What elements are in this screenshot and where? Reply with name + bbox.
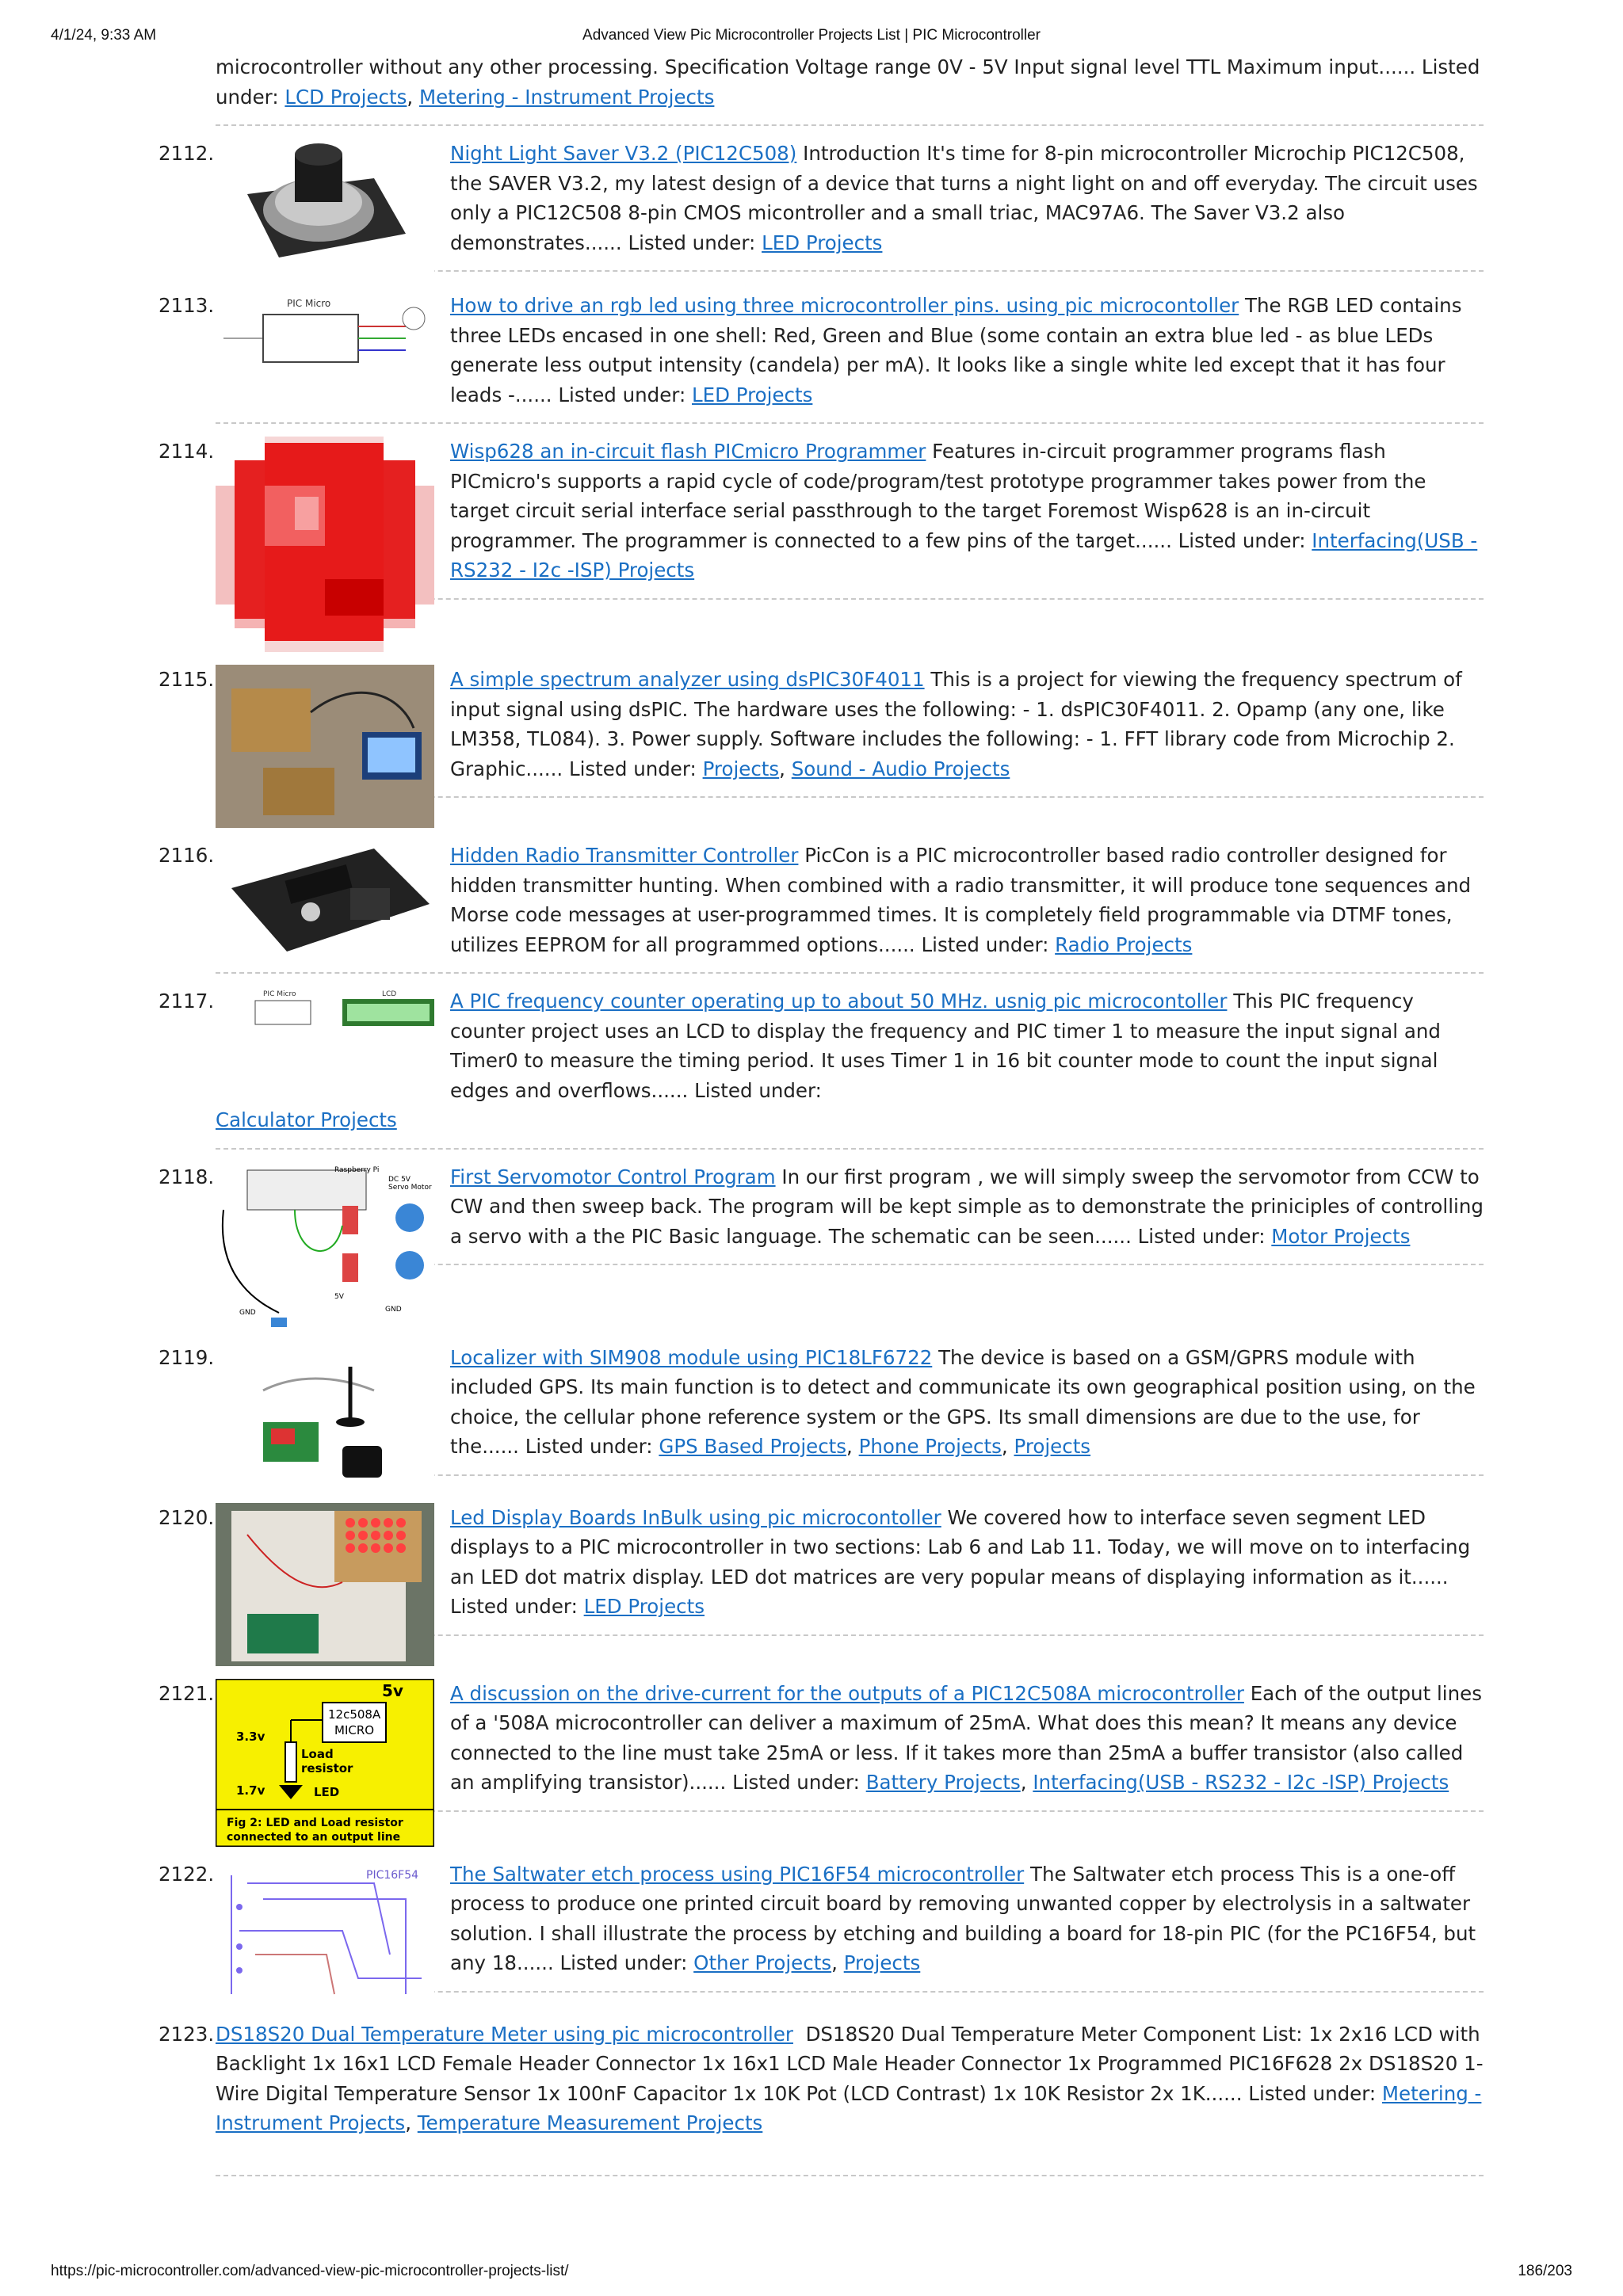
item-body: A simple spectrum analyzer using dsPIC30F4011 This is a project for viewing the frequency spectrum of input signal using dsPIC. The hardware uses the following: - 1. dsPIC30F4011. 2. Opamp (any one, like LM358, TL084). 3. Power supply. Software includes the following: - 1. FFT library code from Microchip 2. Graphic...... Listed under: Projects, Sound - Audio Projects [450, 668, 1462, 780]
listed-under-label: Listed under: [694, 1078, 822, 1102]
item-number: 2122. [158, 1862, 215, 1886]
project-title-link[interactable]: Hidden Radio Transmitter Controller [450, 844, 799, 867]
project-description: This PIC frequency counter project uses an LCD to display the frequency and PIC timer 1 to measure the input signal and Timer0 to measure the timing period. It uses Timer 1 in 16 bit counter mode to count the input signal edges and overflows...... [450, 990, 1441, 1102]
project-description: Features in-circuit programmer programs flash PICmicro's supports a rapid cycle of code/program/test prototype programmer takes power from the target circuit serial interface serial passthrough to the target Foremost Wisp628 is an in-circuit programmer. The programmer is connected to a few pins of the target...... [450, 440, 1426, 552]
image-text: Servo Motor [388, 1183, 432, 1192]
gps-module-photo [216, 1343, 434, 1490]
project-description: Each of the output lines of a '508A microcontroller can deliver a maximum of 25mA. What does this mean? It means any device connected to the line must take 25mA or less. If it takes more than 25mA a buffer transistor (also called an amplifying transistor)...... [450, 1681, 1482, 1794]
category-link[interactable]: Projects [843, 1951, 921, 1974]
project-thumbnail[interactable] [216, 986, 434, 1031]
project-item [158, 665, 1484, 828]
listed-under-label: Listed under: [1137, 1224, 1266, 1248]
listed-under-label: Listed under: [558, 383, 686, 406]
print-datetime: 4/1/24, 9:33 AM [51, 27, 157, 44]
project-description: Introduction It's time for 8-pin microcontroller Microchip PIC12C508, the SAVER V3.2, my latest design of a device that turns a night light on and off everyday. The circuit uses only a PIC12C508 8-pin CMOS micontroller and a small triac, MAC97A6. The Saver V3.2 also demonstrates...... [450, 142, 1478, 254]
item-number: 2114. [158, 440, 215, 463]
category-link[interactable]: LED Projects [692, 383, 813, 406]
category-link[interactable]: Projects [1014, 1435, 1091, 1458]
image-text: GND [239, 1308, 256, 1317]
listed-under-label: Listed under: [559, 1951, 688, 1974]
project-item [158, 1679, 1484, 1847]
image-text: 1.7v [236, 1783, 265, 1798]
project-thumbnail[interactable] [216, 841, 434, 959]
image-text: PIC Micro [287, 298, 331, 309]
category-link[interactable]: Projects [702, 757, 780, 780]
project-description: PicCon is a PIC microcontroller based radio controller designed for hidden transmitter hunting. When combined with a radio transmitter, it will produce tone sequences and Morse code messages at user-programmed times. It is completely field programmable via DTMF tones, utilizes EEPROM for all programmed options...... [450, 844, 1472, 956]
intro-continuation: microcontroller without any other processing. Specification Voltage range 0V - 5V Input signal level TTL Maximum input...... Listed under: LCD Projects, Metering - Instrument Projects [216, 55, 1480, 109]
project-thumbnail[interactable] [216, 1162, 434, 1330]
item-body [450, 1162, 1484, 1252]
image-text: Fig 2: LED and Load resistor [227, 1816, 403, 1829]
listed-under-label: Listed under: [921, 933, 1049, 956]
image-text: resistor [301, 1760, 353, 1775]
project-title-link[interactable]: The Saltwater etch process using PIC16F54 microcontroller [450, 1862, 1025, 1886]
project-description: We covered how to interface seven segment LED displays to a PIC microcontroller in two sections: Lab 6 and Lab 11. Today, we will move on to interfacing an LED dot matrix display. LED dot matrices are very popular means of displaying information as it...... [450, 1505, 1471, 1589]
image-text: PIC Micro [263, 990, 296, 998]
item-number: 2117. [158, 990, 215, 1013]
project-thumbnail[interactable] [216, 139, 434, 278]
project-title-link[interactable]: Wisp628 an in-circuit flash PICmicro Programmer [450, 440, 926, 463]
category-link[interactable]: LED Projects [583, 1595, 705, 1618]
separator [216, 972, 1484, 974]
category-link[interactable]: Other Projects [693, 1951, 832, 1974]
listed-under-label: Listed under: [450, 1595, 578, 1618]
project-title-link[interactable]: First Servomotor Control Program [450, 1165, 776, 1188]
print-header [51, 27, 1572, 49]
project-description: DS18S20 Dual Temperature Meter Component List: 1x 2x16 LCD with Backlight 1x 16x1 LCD Female Header Connector 1x 16x1 LCD Male Header Connector 1x Programmed PIC16F628 2x DS18S20 1-Wire Digital Temperature Sensor 1x 100nF Capacitor 1x 10K Pot (LCD Contrast) 1x 10K Resistor 2x 1K...... [216, 2022, 1484, 2105]
item-number: 2120. [158, 1505, 215, 1529]
item-body-first-line [450, 986, 1484, 1105]
project-thumbnail[interactable] [216, 1503, 434, 1666]
category-link[interactable]: Phone Projects [858, 1435, 1002, 1458]
item-body: A discussion on the drive-current for the outputs of a PIC12C508A microcontroller Each of the output lines of a '508A microcontroller can deliver a maximum of 25mA. What does this mean? It means any device connected to the line must take 25mA or less. If it takes more than 25mA a buffer transistor (also called an amplifying transistor)...... Listed under: Battery Projects, Interfacing(USB - RS232 - I2c -ISP) Projects [450, 1681, 1482, 1794]
red-led-pixel-image [216, 437, 434, 652]
project-title-link[interactable]: Led Display Boards InBulk using pic microcontoller [450, 1505, 941, 1529]
item-number: 2118. [158, 1165, 215, 1188]
project-item [158, 437, 1484, 652]
separator [216, 1148, 1484, 1150]
radio-controller-board-photo [216, 841, 434, 959]
project-description: The RGB LED contains three LEDs encased in one shell: Red, Green and Blue (some contain an extra blue led - as blue LEDs generate less output intensity (candela) per mA). It looks like a single white led except that it has four leads -...... [450, 294, 1462, 406]
category-link[interactable]: Metering - Instrument Projects [216, 2081, 1482, 2134]
image-text: DC 5V [388, 1175, 411, 1184]
item-body [450, 139, 1484, 257]
servo-wiring-diagram-image [216, 1162, 434, 1330]
listed-under-label: Listed under: [568, 757, 697, 780]
item-body: DS18S20 Dual Temperature Meter using pic microcontroller DS18S20 Dual Temperature Meter Component List: 1x 2x16 LCD with Backlight 1x 16x1 LCD Female Header Connector 1x 16x1 LCD Male Header Connector 1x Programmed PIC16F628 2x DS18S20 1-Wire Digital Temperature Sensor 1x 100nF Capacitor 1x 10K Pot (LCD Contrast) 1x 10K Resistor 2x 1K...... Listed under: Metering - Instrument Projects, Temperature Measurement Projects [216, 2022, 1484, 2134]
project-title-link[interactable]: How to drive an rgb led using three microcontroller pins. using pic microcontoller [450, 294, 1239, 317]
project-item [158, 1503, 1484, 1666]
page-counter: 186/203 [1518, 2263, 1572, 2279]
project-description: In our first program , we will simply sweep the servomotor from CCW to CW and then sweep back. The program will be kept simple as to demonstrate the priniciples of controlling a servo with a the PIC Basic language. The schematic can be seen...... [450, 1165, 1484, 1248]
image-text: connected to an output line [227, 1830, 401, 1844]
spectrum-analyzer-photo [216, 665, 434, 828]
image-text: 3.3v [236, 1729, 265, 1744]
project-item [158, 1859, 1484, 2007]
project-title-link[interactable]: Night Light Saver V3.2 (PIC12C508) [450, 142, 797, 165]
project-item [158, 841, 1484, 974]
project-item [158, 1162, 1484, 1330]
print-url: https://pic-microcontroller.com/advanced-view-pic-microcontroller-projects-list/ [51, 2263, 569, 2279]
led-load-resistor-diagram [216, 1679, 434, 1847]
category-link[interactable]: Interfacing(USB - RS232 - I2c -ISP) Projects [450, 528, 1478, 582]
project-item [158, 986, 1484, 1150]
item-number: 2119. [158, 1345, 215, 1369]
project-description: The device is based on a GSM/GPRS module with included GPS. Its main function is to detect and communicate its own geographical position using, on the choice, the cellular phone reference system or the GPS. Its small dimensions are due to the use, for the...... [450, 1345, 1476, 1458]
category-link[interactable]: Calculator Projects [216, 1108, 397, 1131]
image-text: 12c508A [328, 1707, 381, 1722]
category-link[interactable]: LED Projects [762, 231, 883, 254]
listed-under-label: Listed under: [1178, 528, 1306, 552]
listed-under-label: Listed under: [1248, 2081, 1377, 2105]
image-text: LED [314, 1784, 340, 1799]
category-link[interactable]: Battery Projects [865, 1771, 1021, 1794]
project-thumbnail[interactable] [216, 1343, 434, 1490]
category-link[interactable]: LCD Projects [285, 85, 407, 109]
handdrawn-pcb-layout-image [216, 1859, 434, 2007]
separator [216, 124, 1484, 126]
project-item [158, 2019, 1484, 2176]
image-text: PIC16F54 [366, 1868, 419, 1882]
category-link[interactable]: Interfacing(USB - RS232 - I2c -ISP) Projects [1033, 1771, 1449, 1794]
project-title-link[interactable]: A simple spectrum analyzer using dsPIC30F4011 [450, 668, 925, 691]
project-thumbnail[interactable] [216, 1679, 434, 1847]
item-number: 2115. [158, 668, 215, 691]
project-title-link[interactable]: A PIC frequency counter operating up to about 50 MHz. usnig pic microcontoller [450, 990, 1228, 1013]
print-footer [51, 2263, 1572, 2285]
listed-under-label: Listed under: [628, 231, 756, 254]
print-page-title: Advanced View Pic Microcontroller Projects List | PIC Microcontroller [582, 27, 1041, 44]
intro-text: microcontroller without any other processing. Specification Voltage range 0V - 5V Input signal level TTL Maximum input...... Listed under: [216, 55, 1480, 109]
category-link[interactable]: Temperature Measurement Projects [417, 2111, 763, 2134]
category-link[interactable]: Sound - Audio Projects [791, 757, 1010, 780]
project-thumbnail[interactable] [216, 291, 434, 379]
project-description: This is a project for viewing the frequency spectrum of input signal using dsPIC. The hardware uses the following: - 1. dsPIC30F4011. 2. Opamp (any one, like LM358, TL084). 3. Power supply. Software includes the following: - 1. FFT library code from Microchip 2. Graphic...... [450, 668, 1462, 780]
separator [216, 2175, 1484, 2176]
item-number: 2121. [158, 1681, 215, 1705]
item-number: 2113. [158, 294, 215, 317]
listed-under-label: Listed under: [525, 1435, 653, 1458]
category-link[interactable]: GPS Based Projects [659, 1435, 847, 1458]
led-dot-matrix-board-photo [216, 1503, 434, 1666]
item-body [450, 1503, 1484, 1622]
item-body: Localizer with SIM908 module using PIC18LF6722 The device is based on a GSM/GPRS module with included GPS. Its main function is to detect and communicate its own geographical position using, on the choice, the cellular phone reference system or the GPS. Its small dimensions are due to the use, for the...... Listed under: GPS Based Projects, Phone Projects, Projects [450, 1345, 1476, 1458]
project-thumbnail[interactable] [216, 1859, 434, 2007]
project-title-link[interactable]: Localizer with SIM908 module using PIC18LF6722 [450, 1345, 933, 1369]
category-link[interactable]: Radio Projects [1055, 933, 1193, 956]
image-text: GND [385, 1305, 402, 1314]
item-body: The Saltwater etch process using PIC16F54 microcontroller The Saltwater etch process This is a one-off process to produce one printed circuit board by removing unwanted copper by electrolysis in a saltwater solution. I shall illustrate the process by etching and building a board for 18-pin PIC (for the PC16F54, but any 18...... Listed under: Other Projects, Projects [450, 1862, 1476, 1974]
frequency-counter-schematic-image [216, 986, 434, 1031]
project-title-link[interactable]: DS18S20 Dual Temperature Meter using pic microcontroller [216, 2022, 793, 2046]
item-body [450, 291, 1484, 410]
project-item [158, 139, 1484, 278]
image-text: Raspberry Pi [334, 1165, 380, 1174]
item-body [450, 437, 1484, 585]
projects-list [158, 52, 1484, 2176]
image-text: Load [301, 1746, 334, 1761]
category-link[interactable]: Motor Projects [1271, 1224, 1411, 1248]
separator [216, 422, 1484, 424]
image-text: MICRO [334, 1722, 375, 1737]
item-number: 2116. [158, 844, 215, 867]
image-text: LCD [382, 990, 397, 998]
project-description: The Saltwater etch process This is a one-off process to produce one printed circuit board by removing unwanted copper by electrolysis in a saltwater solution. I shall illustrate the process by etching and building a board for 18-pin PIC (for the PC16F54, but any 18...... [450, 1862, 1476, 1974]
image-text: 5v [382, 1680, 403, 1700]
project-item [158, 291, 1484, 424]
push-button-image [216, 139, 434, 278]
item-number: 2123. [158, 2022, 215, 2046]
listed-under-label: Listed under: [732, 1771, 860, 1794]
category-link[interactable]: Metering - Instrument Projects [418, 85, 715, 109]
project-thumbnail[interactable] [216, 437, 434, 652]
item-number: 2112. [158, 142, 215, 165]
item-body [450, 841, 1484, 959]
project-title-link[interactable]: A discussion on the drive-current for the outputs of a PIC12C508A microcontroller [450, 1681, 1244, 1705]
project-thumbnail[interactable] [216, 665, 434, 828]
image-text: 5V [334, 1292, 344, 1301]
rgb-led-schematic-image [216, 291, 434, 379]
project-item [158, 1343, 1484, 1490]
